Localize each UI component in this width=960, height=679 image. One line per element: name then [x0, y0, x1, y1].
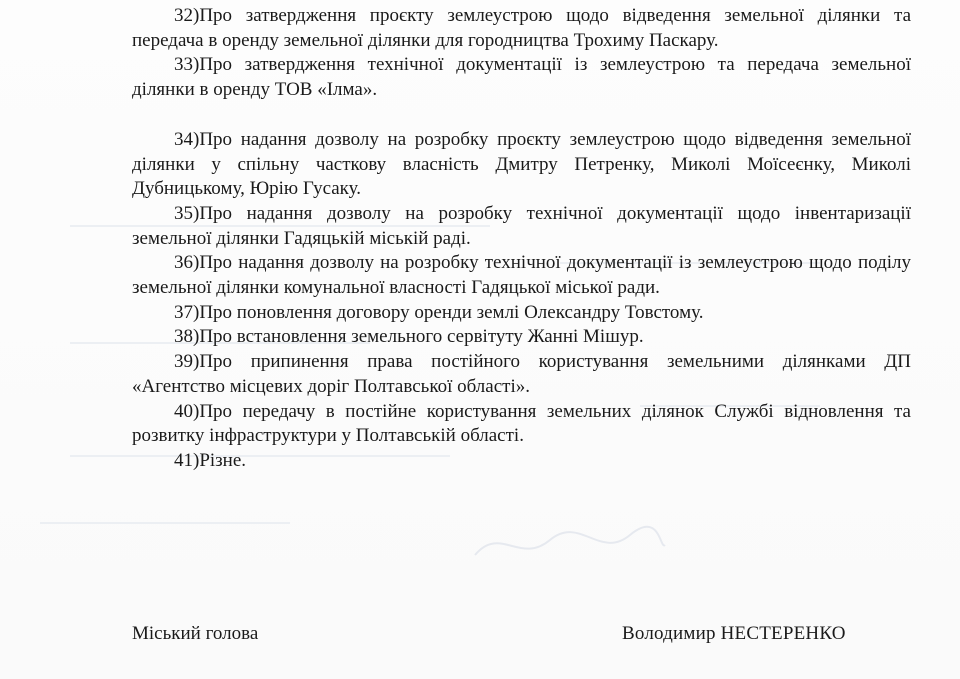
- agenda-item-text: Про поновлення договору оренди землі Олександру Товстому.: [199, 301, 704, 323]
- signature-position: Міський голова: [132, 623, 259, 644]
- signature-name: Володимир НЕСТЕРЕНКО: [622, 623, 846, 644]
- agenda-list: [132, 4, 911, 474]
- agenda-item-text: Про припинення права постійного користування земельними ділянками ДП «Агентство місцевих доріг Полтавської області».: [132, 351, 911, 397]
- agenda-item-number: 39): [174, 351, 200, 373]
- agenda-item: [132, 202, 911, 251]
- agenda-item-text: Про затвердження проєкту землеустрою щодо відведення земельної ділянки та передача в оренду земельної ділянки для городництва Трохиму Паскару.: [132, 5, 911, 51]
- agenda-item-number: 40): [174, 400, 200, 422]
- agenda-item-text: Про передачу в постійне користування земельних ділянок Службі відновлення та розвитку інфраструктури у Полтавській області.: [132, 400, 911, 447]
- agenda-item: [132, 449, 911, 474]
- agenda-item-text: Про надання дозволу на розробку проєкту землеустрою щодо відведення земельної ділянки у спільну часткову власність Дмитру Петренку, Миколі Моїсеєнку, Миколі Дубницькому, Юрію Гусаку.: [132, 128, 911, 200]
- agenda-item-text: Про встановлення земельного сервітуту Жанні Мішур.: [199, 326, 644, 348]
- bleed-through-signature-mark: [470, 515, 670, 575]
- agenda-item-number: 36): [174, 252, 200, 274]
- bleed-through-mark: [40, 522, 290, 524]
- agenda-item-text: Про надання дозволу на розробку технічної документації щодо інвентаризації земельної ділянки Гадяцькій міській раді.: [132, 202, 911, 249]
- agenda-item-number: 35): [174, 202, 200, 224]
- agenda-item: [132, 251, 911, 300]
- agenda-item-text: Про затвердження технічної документації із землеустрою та передача земельної ділянки в оренду ТОВ «Ілма».: [132, 54, 911, 101]
- agenda-item-number: 38): [174, 326, 200, 348]
- agenda-item-number: 34): [174, 128, 200, 150]
- agenda-item: [132, 128, 911, 202]
- agenda-item-number: 32): [174, 5, 200, 26]
- agenda-item-text: Різне.: [199, 449, 247, 471]
- agenda-item: [132, 4, 911, 53]
- agenda-item-number: 41): [174, 449, 200, 471]
- agenda-item-text: Про надання дозволу на розробку технічної документації із землеустрою щодо поділу земельної ділянки комунальної власності Гадяцької міської ради.: [132, 252, 911, 299]
- agenda-item: [132, 301, 911, 326]
- agenda-item-number: 33): [174, 54, 200, 76]
- agenda-item: [132, 53, 911, 102]
- agenda-item: [132, 400, 911, 449]
- agenda-item: [132, 350, 911, 399]
- agenda-item-number: 37): [174, 301, 200, 323]
- agenda-item: [132, 325, 911, 350]
